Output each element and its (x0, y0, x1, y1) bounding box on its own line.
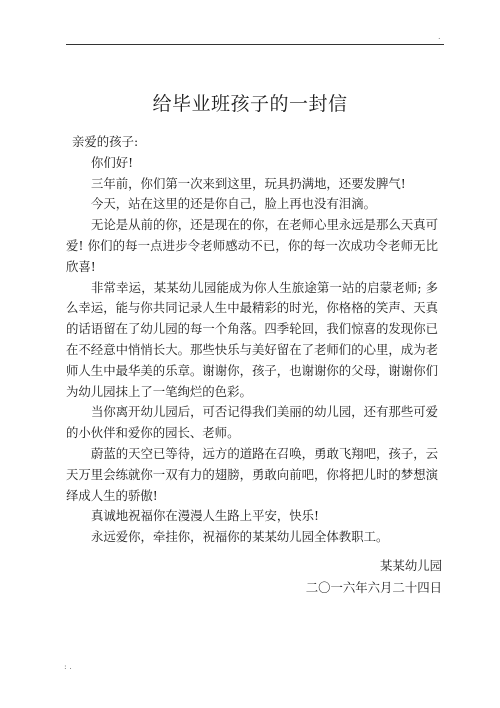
header-rule (66, 44, 444, 45)
paragraph: 蔚蓝的天空已等待，远方的道路在召唤，勇敢飞翔吧，孩子，云天万里会练就你一双有力的翅膀，勇敢向前吧，你将把儿时的梦想演绎成人生的骄傲! (66, 445, 438, 503)
signature-date: 二〇一六年六月二十四日 (305, 580, 442, 595)
footer-mark: : . (64, 662, 72, 671)
paragraph: 真诚地祝福你在漫漫人生路上平安，快乐! (91, 508, 320, 524)
signature-organization: 某某幼儿园 (380, 558, 442, 573)
letter-title: 给毕业班孩子的一封信 (152, 93, 348, 115)
paragraph: 当你离开幼儿园后，可否记得我们美丽的幼儿园，还有那些可爱的小伙伴和爱你的园长、老师。 (66, 404, 438, 441)
paragraph: 今天，站在这里的还是你自己，脸上再也没有泪滴。 (91, 196, 376, 212)
greeting: 亲爱的孩子: (72, 134, 139, 149)
paragraph: 三年前，你们第一次来到这里，玩具扔满地，还要发脾气! (91, 175, 406, 191)
paragraph: 你们好! (91, 154, 134, 170)
paragraph: 无论是从前的你，还是现在的你，在老师心里永远是那么天真可爱! 你们的每一点进步令老师感动不已，你的每一次成功令老师无比欣喜! (66, 217, 438, 274)
header-mark: . (438, 32, 441, 41)
letter-body (66, 132, 438, 548)
paragraph: 永远爱你，牵挂你，祝福你的某某幼儿园全体教职工。 (91, 529, 389, 545)
paragraph: 非常幸运，某某幼儿园能成为你人生旅途第一站的启蒙老师; 多么幸运，能与你共同记录人生中最精彩的时光，你格格的笑声、天真的话语留在了幼儿园的每一个角落。四季轮回，我们惊喜的发现你已在不经意中悄悄长大。那些快乐与美好留在了老师们的心里，成为老师人生中最华美的乐章。谢谢你，孩子，也谢谢你的父母，谢谢你们为幼儿园抹上了一笔绚烂的色彩。 (66, 279, 438, 399)
